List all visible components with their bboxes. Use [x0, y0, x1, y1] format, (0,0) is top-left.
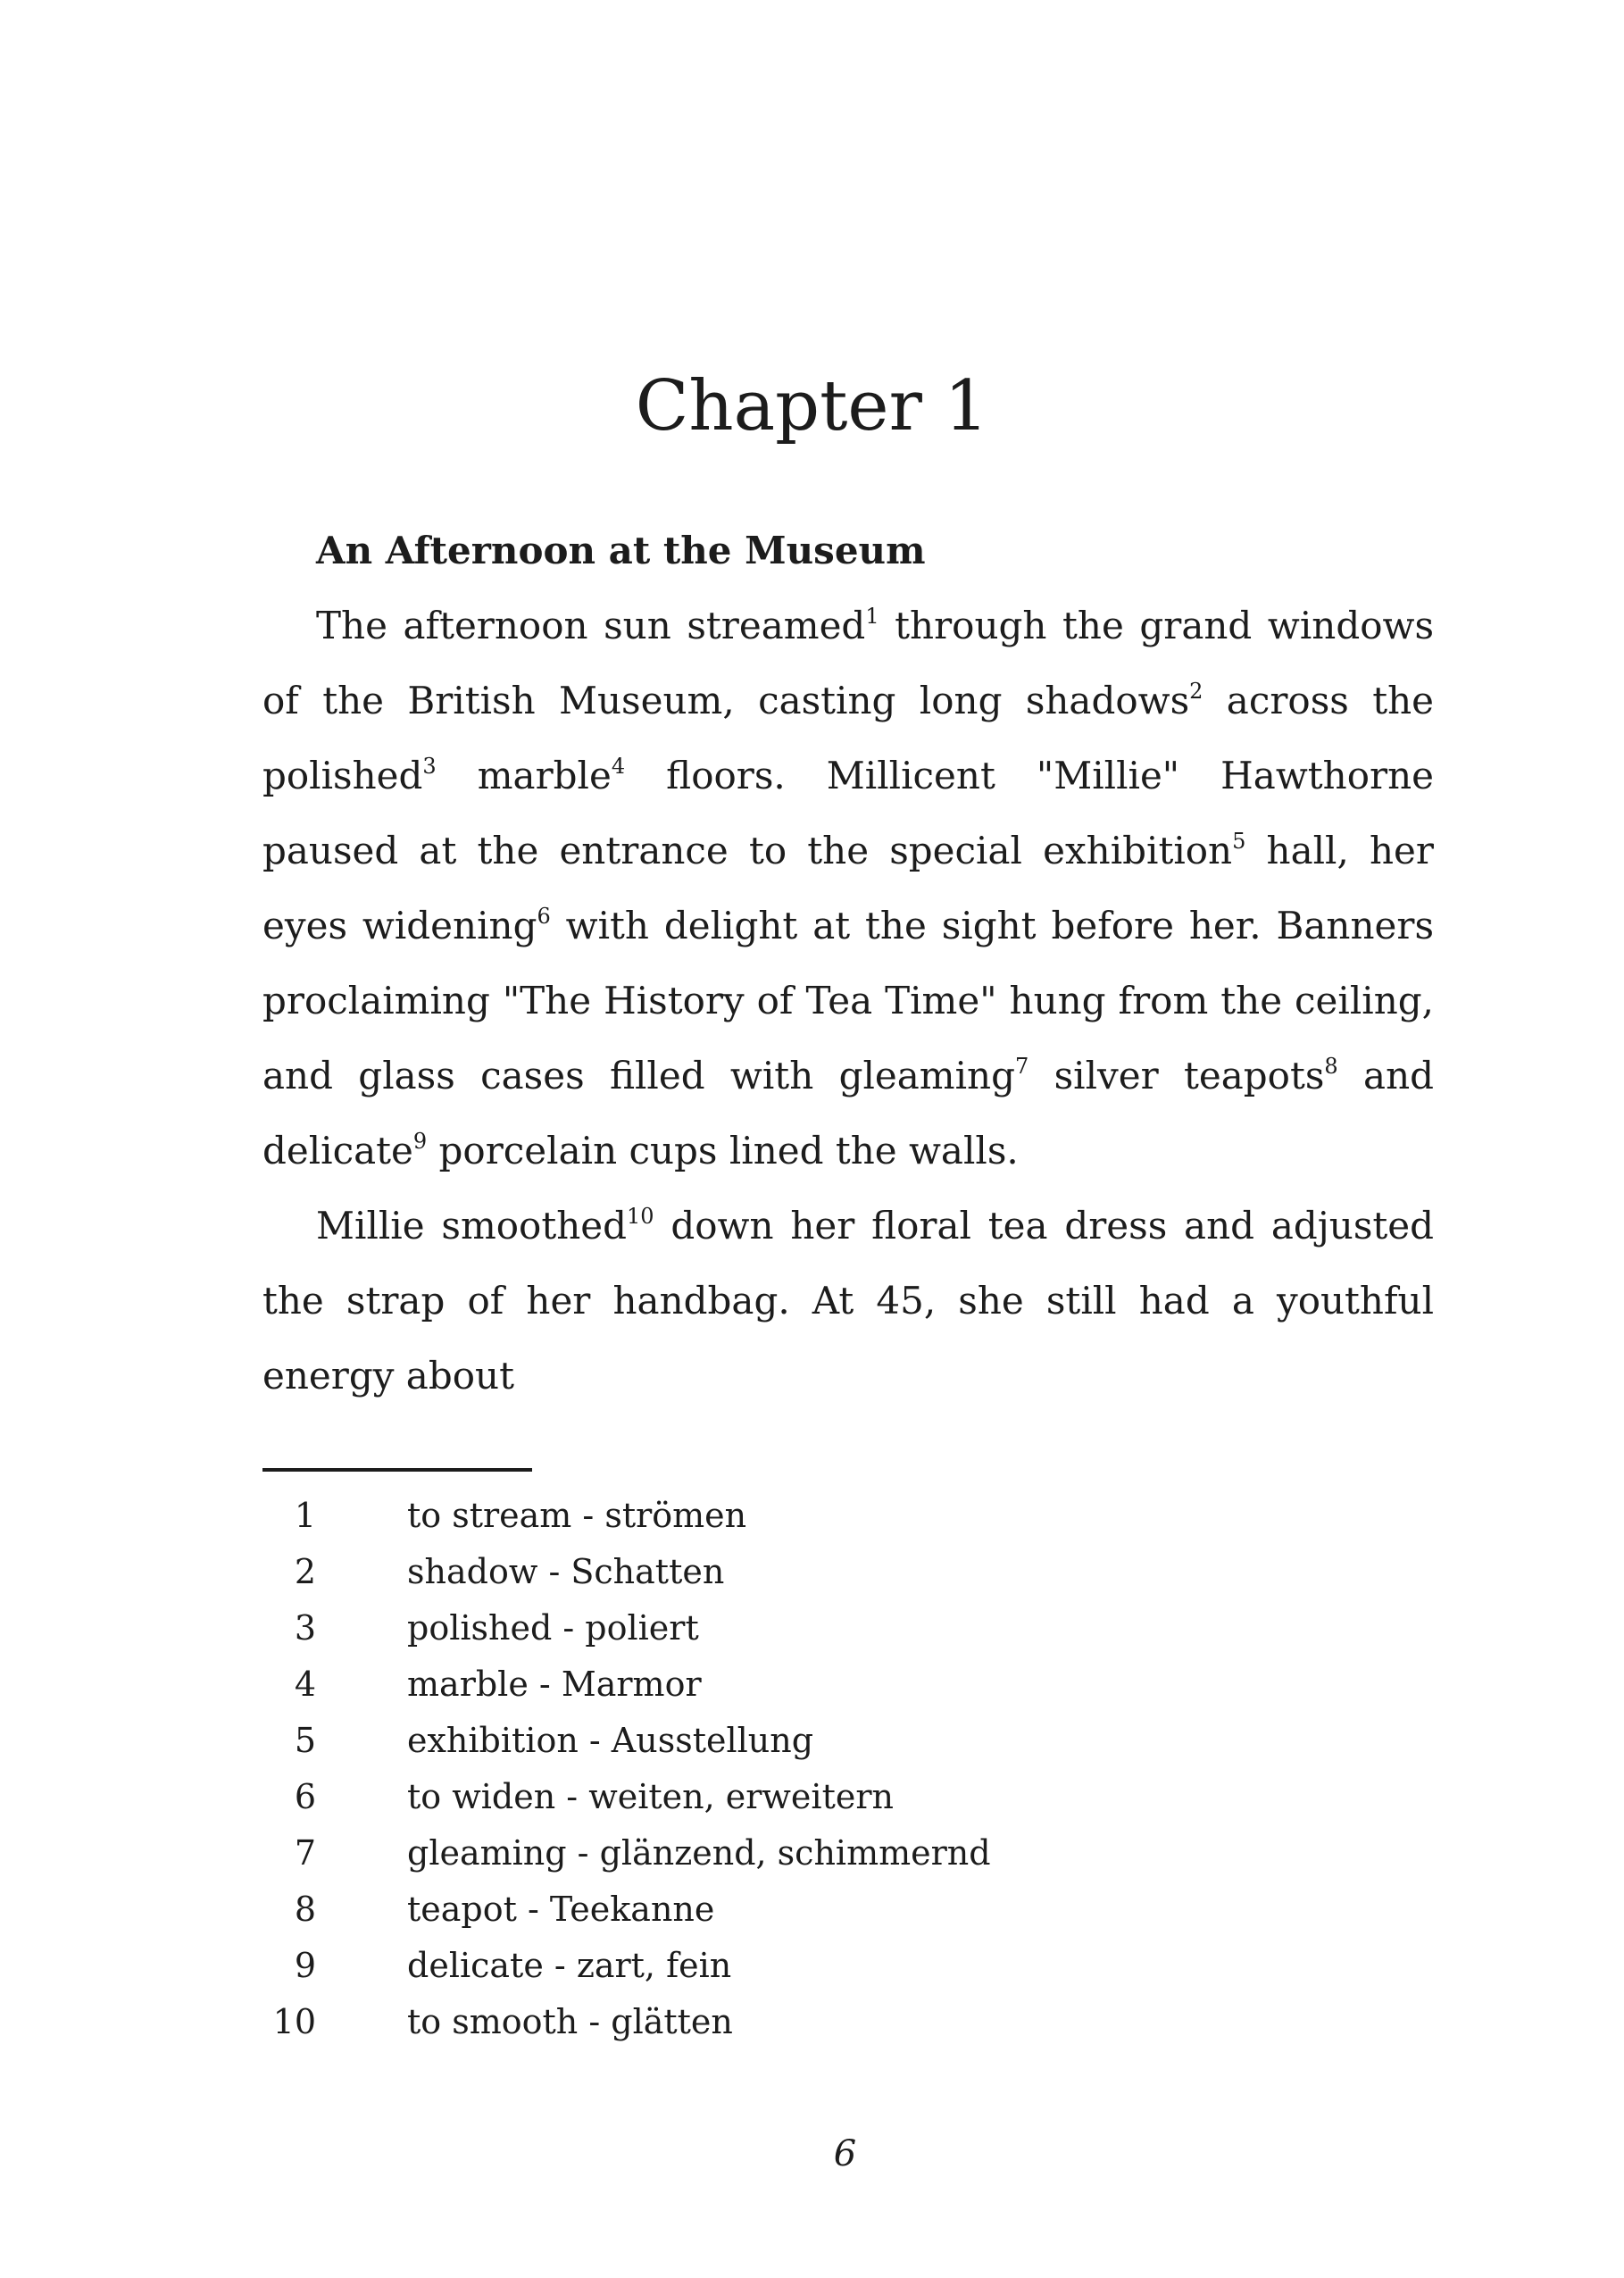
- footnote-text: exhibition - Ausstellung: [407, 1721, 814, 1760]
- footnote-marker: 9: [412, 1129, 428, 1154]
- footnote-marker: 3: [422, 754, 437, 779]
- footnote-item: [262, 1488, 991, 1544]
- footnote-text: gleaming - glänzend, schimmernd: [407, 1833, 991, 1873]
- footnote-item: [262, 1713, 991, 1769]
- footnote-number: 8: [294, 1890, 316, 1929]
- footnote-number: 2: [294, 1552, 316, 1591]
- footnote-text: polished - poliert: [407, 1608, 699, 1648]
- footnote-divider: [262, 1468, 532, 1472]
- paragraph-text: with delight at the sight before her. Banners proclaiming "The History of Tea Time" hung from the ceiling, and glass cases filled with gleaming: [262, 904, 1434, 1097]
- footnote-item: [262, 1769, 991, 1825]
- paragraph-text: and delicate: [262, 1054, 1434, 1172]
- footnote-item: [262, 1600, 991, 1656]
- footnote-number: 7: [294, 1833, 316, 1873]
- footnote-text: delicate - zart, fein: [407, 1946, 732, 1985]
- paragraph-text: porcelain cups lined the walls.: [427, 1129, 1019, 1172]
- paragraph-text: hall, her eyes widening: [262, 829, 1434, 947]
- footnote-number: 3: [294, 1608, 316, 1648]
- footnote-text: marble - Marmor: [407, 1665, 702, 1704]
- paragraph-text: across the polished: [262, 679, 1434, 797]
- footnote-marker: 5: [1232, 829, 1246, 854]
- footnote-marker: 2: [1189, 679, 1203, 704]
- chapter-body: [262, 513, 1434, 1414]
- paragraph-text: floors. Millicent "Millie" Hawthorne paused at the entrance to the special exhibition: [262, 754, 1434, 872]
- footnote-marker: 7: [1014, 1054, 1029, 1079]
- paragraph-text: through the grand windows of the British Museum, casting long shadows: [262, 604, 1434, 722]
- footnote-number: 6: [294, 1777, 316, 1816]
- paragraph-text: The afternoon sun streamed: [316, 604, 866, 647]
- chapter-title: Chapter 1: [635, 366, 989, 446]
- footnote-item: [262, 1994, 991, 2050]
- footnote-text: teapot - Teekanne: [407, 1890, 715, 1929]
- footnote-item: [262, 1882, 991, 1938]
- paragraph-list: [262, 588, 1434, 1414]
- footnote-text: to smooth - glätten: [407, 2002, 733, 2041]
- footnote-text: to widen - weiten, erweitern: [407, 1777, 894, 1816]
- paragraph-text: Millie smoothed: [316, 1204, 628, 1247]
- footnote-item: [262, 1656, 991, 1713]
- footnote-text: to stream - strömen: [407, 1496, 747, 1535]
- footnote-number: 5: [294, 1721, 316, 1760]
- footnote-marker: 6: [537, 904, 551, 929]
- footnote-number: 4: [294, 1665, 316, 1704]
- section-heading: An Afternoon at the Museum: [316, 529, 926, 572]
- page-number: 6: [833, 2133, 857, 2174]
- paragraph-text: down her floral tea dress and adjusted the strap of her handbag. At 45, she still had a youthful energy about: [262, 1204, 1434, 1398]
- footnote-number: 9: [294, 1946, 316, 1985]
- footnote-list: [262, 1488, 991, 2050]
- footnote-item: [262, 1938, 991, 1994]
- footnote-marker: 4: [611, 754, 626, 779]
- footnote-item: [262, 1825, 991, 1882]
- footnote-number: 1: [294, 1496, 316, 1535]
- footnote-marker: 10: [627, 1204, 654, 1229]
- paragraph: [262, 588, 1434, 1189]
- paragraph: [262, 1189, 1434, 1414]
- paragraph-text: marble: [436, 754, 612, 797]
- footnote-item: [262, 1544, 991, 1600]
- footnote-marker: 1: [865, 604, 879, 629]
- footnote-text: shadow - Schatten: [407, 1552, 725, 1591]
- footnote-number: 10: [272, 2002, 316, 2041]
- footnote-marker: 8: [1324, 1054, 1338, 1079]
- paragraph-text: silver teapots: [1029, 1054, 1325, 1097]
